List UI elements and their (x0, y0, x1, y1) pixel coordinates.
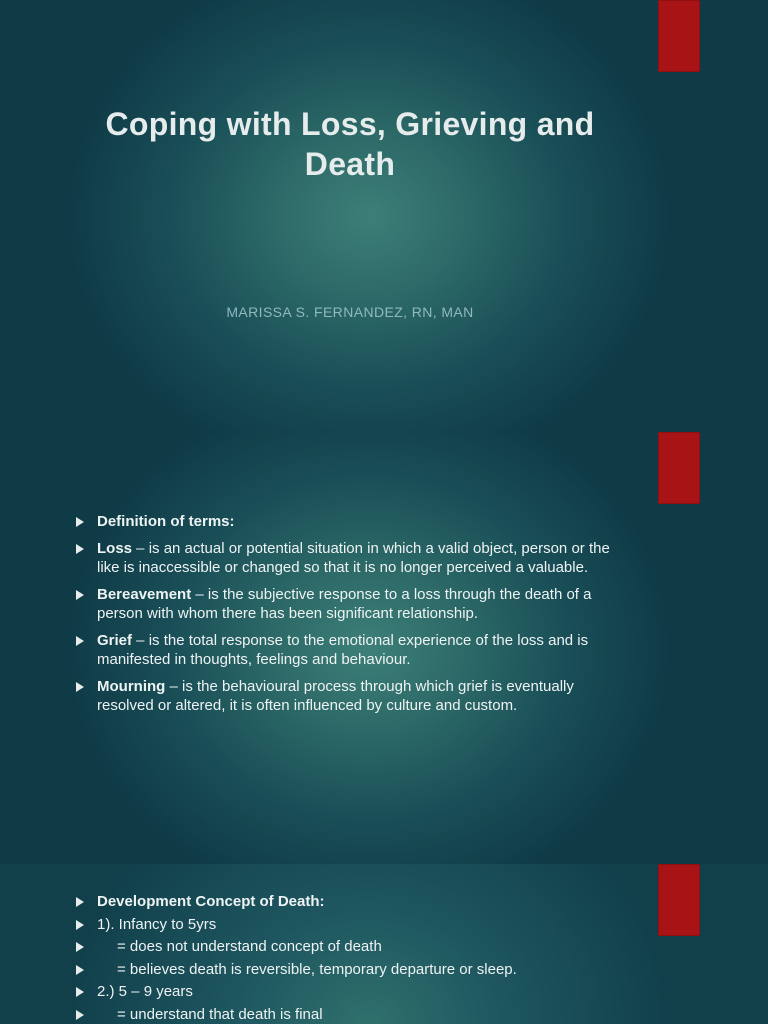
list-item (74, 585, 634, 623)
list-item (74, 677, 634, 715)
age-group-label: 2.) 5 – 9 years (97, 983, 193, 1000)
red-accent-tab (658, 432, 700, 504)
section-heading: Definition of terms: (97, 513, 235, 530)
list-item (74, 937, 634, 956)
concept-note: = does not understand concept of death (117, 938, 382, 955)
age-group-label: 1). Infancy to 5yrs (97, 915, 217, 933)
bullet-arrow-icon (76, 636, 84, 646)
bullet-arrow-icon (76, 920, 84, 930)
bullet-arrow-icon (76, 942, 84, 952)
definition-mourning: – is the behavioural process through which grief is eventually resolved or altered, it is often influenced by culture and custom. (97, 678, 574, 714)
list-item (74, 1005, 634, 1024)
red-accent-tab (658, 0, 700, 72)
slide-title (0, 0, 768, 432)
slide-definitions (0, 432, 768, 864)
bullet-arrow-icon (76, 987, 84, 997)
development-list (74, 892, 634, 1024)
bullet-arrow-icon (76, 517, 84, 527)
section-heading: Development Concept of Death: (97, 893, 325, 910)
red-accent-tab (658, 864, 700, 936)
bullet-arrow-icon (76, 590, 84, 600)
author-subtitle: MARISSA S. FERNANDEZ, RN, MAN (226, 304, 474, 320)
slide-title-text: Coping with Loss, Grieving and Death (105, 106, 595, 182)
list-item (74, 512, 634, 531)
list-item (74, 539, 634, 577)
slide-development-concept (0, 864, 768, 1024)
list-item (74, 915, 634, 934)
list-item (74, 892, 634, 911)
definition-bereavement: – is the subjective response to a loss through the death of a person with whom there has been significant relationship. (97, 586, 592, 622)
term-mourning: Mourning (97, 678, 166, 695)
term-loss: Loss (97, 540, 133, 557)
list-item (74, 631, 634, 669)
definition-loss: – is an actual or potential situation in which a valid object, person or the like is inaccessible or changed so that it is no longer perceived a valuable. (97, 540, 610, 576)
bullet-arrow-icon (76, 897, 84, 907)
definitions-list (74, 512, 634, 723)
list-item (74, 960, 634, 979)
bullet-arrow-icon (76, 682, 84, 692)
term-bereavement: Bereavement (97, 586, 192, 603)
list-item (74, 982, 634, 1001)
concept-note: = understand that death is final (117, 1005, 323, 1023)
concept-note: = believes death is reversible, temporary departure or sleep. (117, 960, 517, 978)
term-grief: Grief (97, 632, 133, 649)
bullet-arrow-icon (76, 965, 84, 975)
bullet-arrow-icon (76, 544, 84, 554)
bullet-arrow-icon (76, 1010, 84, 1020)
definition-grief: – is the total response to the emotional experience of the loss and is manifested in thoughts, feelings and behaviour. (97, 632, 589, 668)
